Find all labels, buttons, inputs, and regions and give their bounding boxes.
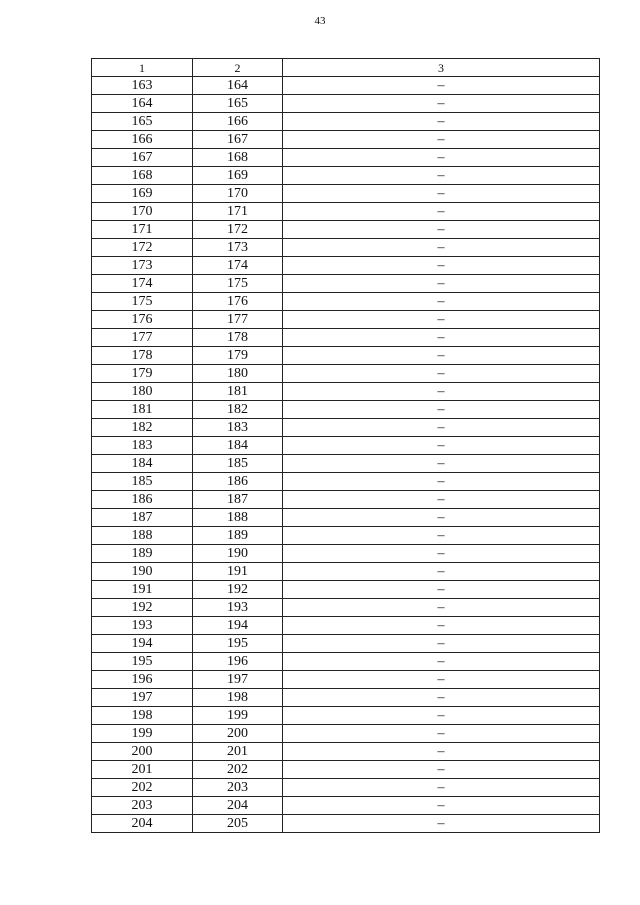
table-cell: 199 <box>193 707 283 725</box>
table-cell: – <box>283 797 600 815</box>
table-cell: 174 <box>193 257 283 275</box>
table-row <box>92 707 600 725</box>
table-cell: 166 <box>92 131 193 149</box>
table-cell: 165 <box>92 113 193 131</box>
table-cell: 197 <box>92 689 193 707</box>
table-cell: 192 <box>92 599 193 617</box>
table-cell: 170 <box>92 203 193 221</box>
table-cell: 171 <box>193 203 283 221</box>
table-cell: 194 <box>92 635 193 653</box>
table-row <box>92 545 600 563</box>
table-cell: 178 <box>193 329 283 347</box>
table-cell: 168 <box>92 167 193 185</box>
table-row <box>92 725 600 743</box>
table-row <box>92 779 600 797</box>
table-cell: – <box>283 725 600 743</box>
table-row <box>92 347 600 365</box>
table-row <box>92 815 600 833</box>
table-row <box>92 149 600 167</box>
table-cell: 198 <box>193 689 283 707</box>
table-cell: 198 <box>92 707 193 725</box>
table-cell: 196 <box>92 671 193 689</box>
table-cell: 202 <box>193 761 283 779</box>
table-row <box>92 419 600 437</box>
table-row <box>92 599 600 617</box>
table-row <box>92 509 600 527</box>
table-cell: – <box>283 275 600 293</box>
table-cell: 204 <box>193 797 283 815</box>
table-cell: 186 <box>193 473 283 491</box>
table-cell: 171 <box>92 221 193 239</box>
table-cell: 201 <box>92 761 193 779</box>
table-cell: 181 <box>193 383 283 401</box>
table-cell: 163 <box>92 77 193 95</box>
table-cell: – <box>283 437 600 455</box>
table-cell: 181 <box>92 401 193 419</box>
table-cell: 169 <box>92 185 193 203</box>
table-cell: – <box>283 599 600 617</box>
table-cell: 190 <box>92 563 193 581</box>
table-cell: 173 <box>92 257 193 275</box>
table-row <box>92 671 600 689</box>
table-cell: 167 <box>92 149 193 167</box>
table-cell: 164 <box>92 95 193 113</box>
table-cell: 205 <box>193 815 283 833</box>
table-cell: 203 <box>193 779 283 797</box>
table-cell: – <box>283 545 600 563</box>
table-cell: 172 <box>193 221 283 239</box>
table-cell: – <box>283 707 600 725</box>
table-cell: 192 <box>193 581 283 599</box>
table-row <box>92 131 600 149</box>
table-cell: – <box>283 581 600 599</box>
table-cell: – <box>283 113 600 131</box>
table-cell: 179 <box>92 365 193 383</box>
table-cell: – <box>283 131 600 149</box>
table-row <box>92 293 600 311</box>
table-row <box>92 617 600 635</box>
table-cell: 203 <box>92 797 193 815</box>
table-row <box>92 257 600 275</box>
table-row <box>92 365 600 383</box>
table-cell: 170 <box>193 185 283 203</box>
table-cell: 190 <box>193 545 283 563</box>
table-cell: 189 <box>193 527 283 545</box>
table-cell: – <box>283 617 600 635</box>
table-cell: 175 <box>193 275 283 293</box>
table-cell: – <box>283 689 600 707</box>
table-cell: – <box>283 311 600 329</box>
table-row <box>92 329 600 347</box>
table-cell: 178 <box>92 347 193 365</box>
table-cell: 176 <box>193 293 283 311</box>
table-cell: 174 <box>92 275 193 293</box>
table-cell: – <box>283 221 600 239</box>
table-row <box>92 689 600 707</box>
table-cell: – <box>283 473 600 491</box>
table-cell: – <box>283 671 600 689</box>
table-cell: – <box>283 761 600 779</box>
table-cell: – <box>283 203 600 221</box>
table-cell: – <box>283 149 600 167</box>
table-cell: – <box>283 347 600 365</box>
table-cell: 182 <box>193 401 283 419</box>
table-row <box>92 401 600 419</box>
table-cell: 188 <box>92 527 193 545</box>
table-cell: – <box>283 491 600 509</box>
table-cell: – <box>283 329 600 347</box>
table-cell: 175 <box>92 293 193 311</box>
table-cell: – <box>283 527 600 545</box>
table-row <box>92 797 600 815</box>
table-cell: 188 <box>193 509 283 527</box>
table-cell: – <box>283 167 600 185</box>
page-number: 43 <box>314 15 326 27</box>
table-cell: 204 <box>92 815 193 833</box>
table-cell: 177 <box>92 329 193 347</box>
table-header-row <box>92 59 600 77</box>
table-cell: 195 <box>92 653 193 671</box>
table-cell: 200 <box>92 743 193 761</box>
table-cell: 167 <box>193 131 283 149</box>
table-cell: 196 <box>193 653 283 671</box>
table-row <box>92 311 600 329</box>
table-row <box>92 77 600 95</box>
table-cell: 180 <box>92 383 193 401</box>
table-cell: 164 <box>193 77 283 95</box>
table-row <box>92 653 600 671</box>
table-cell: – <box>283 185 600 203</box>
table-row <box>92 491 600 509</box>
table-cell: 173 <box>193 239 283 257</box>
table-row <box>92 581 600 599</box>
table-cell: – <box>283 635 600 653</box>
column-header: 3 <box>283 59 600 77</box>
table-cell: 176 <box>92 311 193 329</box>
table-cell: 193 <box>92 617 193 635</box>
table-row <box>92 473 600 491</box>
table-row <box>92 167 600 185</box>
table-row <box>92 275 600 293</box>
table-cell: – <box>283 95 600 113</box>
table-row <box>92 203 600 221</box>
table-cell: 185 <box>92 473 193 491</box>
table-cell: 195 <box>193 635 283 653</box>
table-cell: – <box>283 743 600 761</box>
table-cell: 169 <box>193 167 283 185</box>
table-row <box>92 527 600 545</box>
table-cell: – <box>283 779 600 797</box>
table-cell: 194 <box>193 617 283 635</box>
table-cell: 165 <box>193 95 283 113</box>
table-row <box>92 239 600 257</box>
table-cell: 191 <box>193 563 283 581</box>
table-cell: 168 <box>193 149 283 167</box>
table-cell: – <box>283 455 600 473</box>
table-cell: 177 <box>193 311 283 329</box>
table-cell: 200 <box>193 725 283 743</box>
table-cell: 184 <box>193 437 283 455</box>
table-cell: – <box>283 653 600 671</box>
table-cell: 172 <box>92 239 193 257</box>
table-cell: 183 <box>92 437 193 455</box>
table-cell: 189 <box>92 545 193 563</box>
data-table <box>91 58 600 833</box>
table-cell: 199 <box>92 725 193 743</box>
table-cell: – <box>283 365 600 383</box>
table-cell: – <box>283 563 600 581</box>
table-row <box>92 95 600 113</box>
table-cell: – <box>283 257 600 275</box>
column-header: 2 <box>193 59 283 77</box>
table-cell: 184 <box>92 455 193 473</box>
table-row <box>92 743 600 761</box>
table-row <box>92 221 600 239</box>
column-header: 1 <box>92 59 193 77</box>
table-row <box>92 113 600 131</box>
table-cell: 197 <box>193 671 283 689</box>
table-cell: 201 <box>193 743 283 761</box>
table-row <box>92 185 600 203</box>
table-row <box>92 455 600 473</box>
table-cell: 187 <box>193 491 283 509</box>
table-cell: – <box>283 293 600 311</box>
table-row <box>92 437 600 455</box>
table-row <box>92 383 600 401</box>
table-cell: – <box>283 815 600 833</box>
table-cell: 179 <box>193 347 283 365</box>
table-row <box>92 635 600 653</box>
table-cell: – <box>283 77 600 95</box>
table-cell: 202 <box>92 779 193 797</box>
table-cell: 193 <box>193 599 283 617</box>
table-row <box>92 761 600 779</box>
table-cell: – <box>283 419 600 437</box>
table-cell: 182 <box>92 419 193 437</box>
table-cell: 166 <box>193 113 283 131</box>
table-cell: 180 <box>193 365 283 383</box>
table-cell: 185 <box>193 455 283 473</box>
table-cell: – <box>283 383 600 401</box>
table-cell: 183 <box>193 419 283 437</box>
table-cell: 187 <box>92 509 193 527</box>
table-cell: – <box>283 401 600 419</box>
table-cell: 191 <box>92 581 193 599</box>
table-body <box>92 77 600 833</box>
table-cell: – <box>283 509 600 527</box>
table-row <box>92 563 600 581</box>
table-cell: 186 <box>92 491 193 509</box>
table-cell: – <box>283 239 600 257</box>
